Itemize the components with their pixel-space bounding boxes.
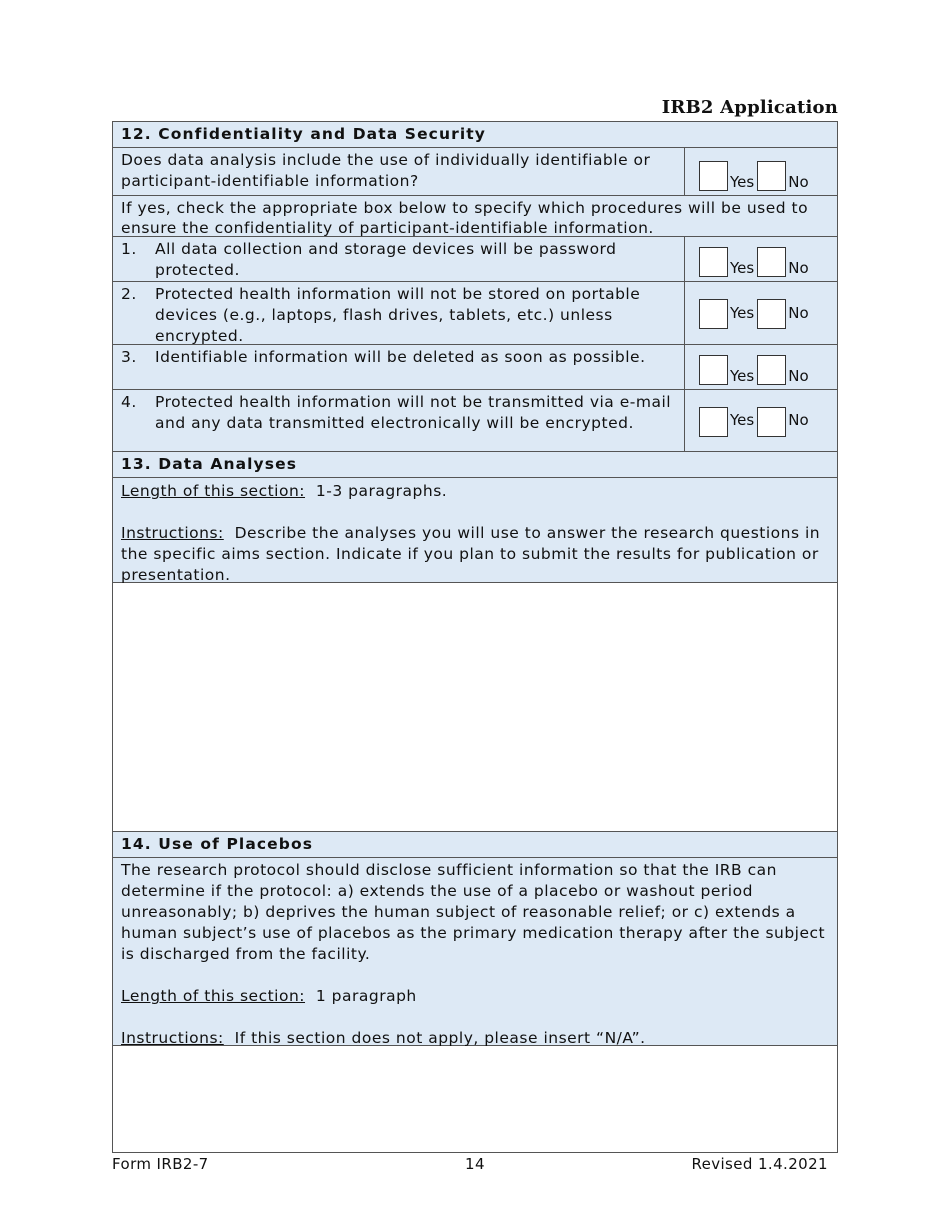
yes-label: Yes	[730, 303, 755, 322]
yes-no-group	[685, 390, 837, 451]
no-checkbox[interactable]	[757, 299, 786, 329]
identifiable-info-question-row	[113, 148, 837, 196]
procedure-item-row	[113, 237, 837, 282]
no-checkbox[interactable]	[757, 355, 786, 385]
yes-no-group	[685, 148, 837, 195]
instructions-text: Describe the analyses you will use to answer the research questions in the specific aims section. Indicate if you plan to submit the results for publication or presentation.	[121, 524, 821, 584]
item-number: 3.	[121, 348, 137, 366]
item-number: 2.	[121, 285, 137, 303]
application-form	[112, 121, 838, 1153]
length-label: Length of this section:	[121, 987, 306, 1005]
procedure-item-row	[113, 345, 837, 390]
footer-page-number: 14	[465, 1155, 485, 1173]
no-label: No	[788, 367, 809, 385]
yes-checkbox[interactable]	[699, 247, 728, 277]
no-label: No	[788, 411, 809, 429]
item-number: 1.	[121, 240, 137, 258]
yes-label: Yes	[730, 367, 755, 385]
no-checkbox[interactable]	[757, 407, 786, 437]
section-14-header	[113, 832, 837, 858]
yes-checkbox[interactable]	[699, 161, 728, 191]
yes-label: Yes	[730, 259, 755, 277]
yes-no-group	[685, 237, 837, 281]
no-checkbox[interactable]	[757, 247, 786, 277]
instructions-line	[121, 1028, 829, 1049]
no-label: No	[788, 303, 809, 322]
yes-label: Yes	[730, 173, 755, 191]
placebo-description: The research protocol should disclose sufficient information so that the IRB can determine if the protocol: a) extends the use of a placebo or washout period unreasonably; b) deprives the human subject of reasonable relief; or c) extends a human subject’s use of placebos as the primary medication therapy after the subject is discharged from the facility.	[121, 861, 826, 963]
yes-checkbox[interactable]	[699, 407, 728, 437]
instructions-label: Instructions:	[121, 1029, 224, 1047]
section-14-answer-field[interactable]	[113, 1046, 837, 1152]
section-13-header	[113, 452, 837, 478]
section-12-heading: 12. Confidentiality and Data Security	[121, 125, 486, 143]
section-13-instructions	[113, 478, 837, 583]
yes-checkbox[interactable]	[699, 355, 728, 385]
procedure-item-row	[113, 282, 837, 345]
section-14-instructions-text	[113, 858, 837, 1045]
section-12-header	[113, 122, 837, 148]
no-label: No	[788, 173, 809, 191]
item-text: Protected health information will not be stored on portable devices (e.g., laptops, flash drives, tablets, etc.) unless encrypted.	[155, 285, 641, 345]
no-checkbox[interactable]	[757, 161, 786, 191]
yes-label: Yes	[730, 411, 755, 429]
document-title: IRB2 Application	[661, 97, 838, 118]
procedure-item-row	[113, 390, 837, 452]
section-14-instructions	[113, 858, 837, 1046]
item-text: Identifiable information will be deleted as soon as possible.	[155, 348, 646, 366]
length-line	[121, 481, 829, 502]
item-text: Protected health information will not be transmitted via e-mail and any data transmitted electronically will be encrypted.	[155, 393, 672, 432]
section-13-heading: 13. Data Analyses	[121, 455, 298, 473]
length-line	[121, 986, 829, 1007]
identifiable-info-question: Does data analysis include the use of individually identifiable or participant-identifiable information?	[113, 148, 685, 195]
no-label: No	[788, 259, 809, 277]
procedure-item	[113, 390, 685, 451]
footer-revised-date: Revised 1.4.2021	[691, 1155, 828, 1173]
procedures-instruction: If yes, check the appropriate box below to specify which procedures will be used to ensure the confidentiality of participant-identifiable information.	[121, 199, 809, 237]
yes-no-group	[685, 282, 837, 344]
procedures-instruction-row	[113, 196, 837, 237]
instructions-text: If this section does not apply, please insert “N/A”.	[234, 1029, 646, 1047]
instructions-line	[121, 523, 829, 586]
item-number: 4.	[121, 393, 137, 411]
procedure-item	[113, 345, 685, 389]
footer-form-number: Form IRB2-7	[112, 1155, 209, 1173]
yes-checkbox[interactable]	[699, 299, 728, 329]
yes-no-group	[685, 345, 837, 389]
instructions-label: Instructions:	[121, 524, 224, 542]
length-value: 1 paragraph	[315, 987, 417, 1005]
section-14-heading: 14. Use of Placebos	[121, 835, 314, 853]
section-13-answer-field[interactable]	[113, 583, 837, 832]
section-13-instructions-text	[113, 478, 837, 582]
item-text: All data collection and storage devices will be password protected.	[155, 240, 617, 279]
procedure-item	[113, 282, 685, 344]
length-label: Length of this section:	[121, 482, 306, 500]
length-value: 1-3 paragraphs.	[315, 482, 448, 500]
procedure-item	[113, 237, 685, 281]
